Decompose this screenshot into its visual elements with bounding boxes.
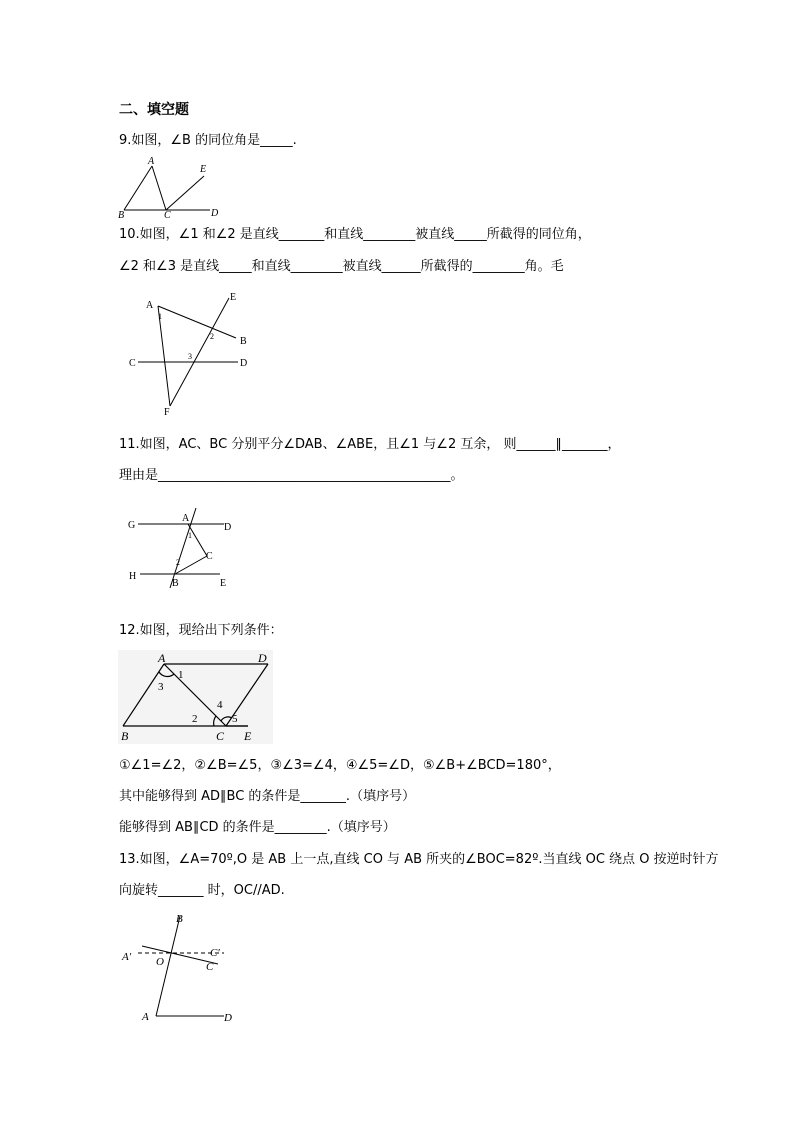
section-title: 二、填空题 <box>119 102 189 118</box>
question-13-figure <box>118 908 248 1028</box>
q13-label-D: D <box>224 1012 232 1024</box>
q10-angle-2: 2 <box>210 332 214 341</box>
q10-label-C: C <box>129 358 136 369</box>
q10-label-A: A <box>146 300 154 311</box>
q13-label-B: B <box>176 913 183 925</box>
question-12-conditions: ①∠1=∠2，②∠B=∠5，③∠3=∠4，④∠5=∠D，⑤∠B+∠BCD=180°， <box>119 758 561 773</box>
q11-label-E: E <box>220 578 227 589</box>
q12-label-B: B <box>121 729 129 743</box>
q13-label-C: C <box>206 961 214 973</box>
q11-angle-1: 1 <box>188 531 192 540</box>
question-13-line-2: 向旋转_______ 时，OC//AD. <box>119 883 285 898</box>
q11-label-C: C <box>206 551 213 562</box>
q12-label-E: E <box>244 729 252 743</box>
q10-label-D: D <box>240 358 248 369</box>
q9-label-D: D <box>211 208 219 219</box>
q13-label-C-prime: C′ <box>210 947 220 959</box>
q12-angle-2: 2 <box>192 713 198 725</box>
question-10-line-2: ∠2 和∠3 是直线_____和直线________被直线______所截得的________角。毛 <box>119 259 564 274</box>
q12-label-D: D <box>258 651 267 665</box>
question-11-figure <box>124 506 244 592</box>
question-13-line-1: 13.如图，∠A=70º,O 是 AB 上一点,直线 CO 与 AB 所夹的∠BOC=82º.当直线 OC 绕点 O 按逆时针方 <box>119 852 719 867</box>
q13-label-O: O <box>156 956 164 968</box>
question-9-text: 9.如图，∠B 的同位角是_____. <box>119 133 297 148</box>
q11-label-B: B <box>172 578 179 589</box>
q10-angle-3: 3 <box>188 352 192 361</box>
q12-angle-1: 1 <box>178 669 184 681</box>
q12-angle-3: 3 <box>158 681 164 693</box>
q9-label-B: B <box>118 210 125 221</box>
question-11-line-2: 理由是_____________________________________________。 <box>119 468 464 483</box>
q12-label-A: A <box>158 651 166 665</box>
q10-label-B: B <box>240 336 247 347</box>
question-10-figure <box>124 288 254 420</box>
question-12-line-1: 12.如图，现给出下列条件： <box>119 623 283 638</box>
question-12-ad-bc: 其中能够得到 AD∥BC 的条件是_______.（填序号） <box>119 789 416 804</box>
q11-label-A: A <box>182 513 190 524</box>
question-10-line-1: 10.如图，∠1 和∠2 是直线_______和直线________被直线_____所截得的同位角， <box>119 227 591 242</box>
q10-label-F: F <box>164 407 170 418</box>
q12-label-C: C <box>216 729 225 743</box>
q9-label-C: C <box>164 210 171 221</box>
question-11-line-1: 11.如图，AC、BC 分别平分∠DAB、∠ABE，且∠1 与∠2 互余， 则______∥_______， <box>119 437 621 452</box>
q11-label-D: D <box>224 522 232 533</box>
q13-label-A: A <box>142 1011 149 1023</box>
q10-angle-1: 1 <box>158 312 162 321</box>
q12-angle-5: 5 <box>232 713 238 725</box>
q12-angle-4: 4 <box>217 699 223 711</box>
q9-label-E: E <box>200 164 207 175</box>
q13-label-A-prime: A′ <box>122 951 132 963</box>
question-12-figure <box>118 650 273 744</box>
q11-label-H: H <box>129 571 137 582</box>
q11-label-G: G <box>128 520 136 531</box>
question-12-ab-cd: 能够得到 AB∥CD 的条件是________.（填序号） <box>119 820 396 835</box>
q11-angle-2: 2 <box>176 558 180 567</box>
question-9-figure <box>112 154 232 220</box>
q10-label-E: E <box>230 292 237 303</box>
q9-label-A: A <box>148 156 155 167</box>
